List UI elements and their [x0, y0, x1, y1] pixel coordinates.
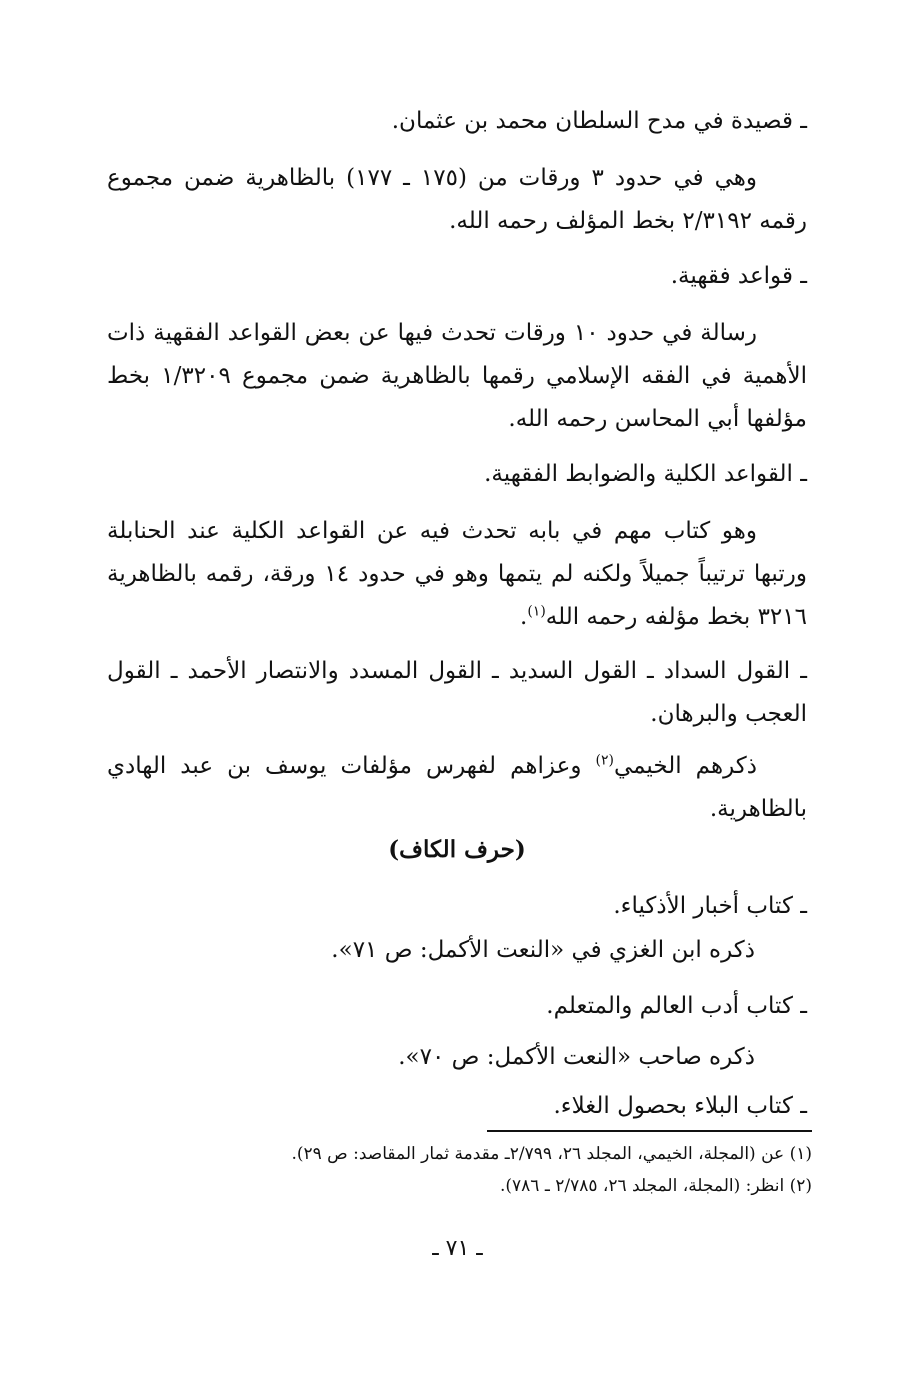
entry-title-akhbar: ـ كتاب أخبار الأذكياء. — [613, 893, 807, 919]
footnote-separator — [487, 1130, 812, 1132]
entry-title-bala: ـ كتاب البلاء بحصول الغلاء. — [553, 1093, 807, 1119]
desc-text-a: ذكرهم الخيمي — [613, 753, 757, 779]
footnote-ref-1: (١) — [527, 603, 546, 620]
footnote-ref-2: (٢) — [595, 752, 614, 769]
entry-title-qasida: ـ قصيدة في مدح السلطان محمد بن عثمان. — [391, 108, 807, 134]
entry-title-qawl: ـ القول السداد ـ القول السديد ـ القول المسدد والانتصار الأحمد ـ القول العجب والبرهان. — [107, 658, 807, 727]
entry-title-adab: ـ كتاب أدب العالم والمتعلم. — [546, 993, 807, 1019]
desc-text-b: وعزاهم لفهرس مؤلفات يوسف بن عبد الهادي بالظاهرية. — [107, 753, 807, 822]
entry-desc-akhbar: ذكره ابن الغزي في «النعت الأكمل: ص ٧١». — [331, 937, 755, 963]
footnote-1: (١) عن (المجلة، الخيمي، المجلد ٢٦، ٢/٧٩٩ـ مقدمة ثمار المقاصد: ص ٢٩). — [291, 1144, 812, 1164]
entry-desc-adab: ذكره صاحب «النعت الأكمل: ص ٧٠». — [398, 1044, 755, 1070]
entry-desc-qawl — [107, 745, 807, 831]
footnote-2: (٢) انظر: (المجلة، المجلد ٢٦، ٢/٧٨٥ ـ ٧٨٦). — [499, 1176, 812, 1196]
desc-end: . — [520, 604, 528, 630]
section-heading-kaf: (حرف الكاف) — [388, 836, 526, 863]
desc-text: وهو كتاب مهم في بابه تحدث فيه عن القواعد الكلية عند الحنابلة ورتبها ترتيباً جميلاً ولكنه لم يتمها وهو في حدود ١٤ ورقة، رقمه بالظاهرية ٣٢١٦ بخط مؤلفه رحمه الله — [107, 518, 807, 630]
page-number: ـ ٧١ ـ — [432, 1236, 483, 1261]
entry-desc-qawaid-fiqhiya: رسالة في حدود ١٠ ورقات تحدث فيها عن بعض القواعد الفقهية ذات الأهمية في الفقه الإسلامي رقمها بالظاهرية ضمن مجموع ١/٣٢٠٩ بخط مؤلفها أبي المحاسن رحمه الله. — [107, 320, 807, 432]
entry-title-qawaid-kulliya: ـ القواعد الكلية والضوابط الفقهية. — [484, 461, 807, 487]
entry-desc-qawaid-kulliya — [107, 510, 807, 639]
entry-desc-qasida: وهي في حدود ٣ ورقات من (١٧٥ ـ ١٧٧) بالظاهرية ضمن مجموع رقمه ٢/٣١٩٢ بخط المؤلف رحمه الله. — [107, 165, 807, 234]
entry-title-qawaid-fiqhiya: ـ قواعد فقهية. — [670, 263, 807, 289]
